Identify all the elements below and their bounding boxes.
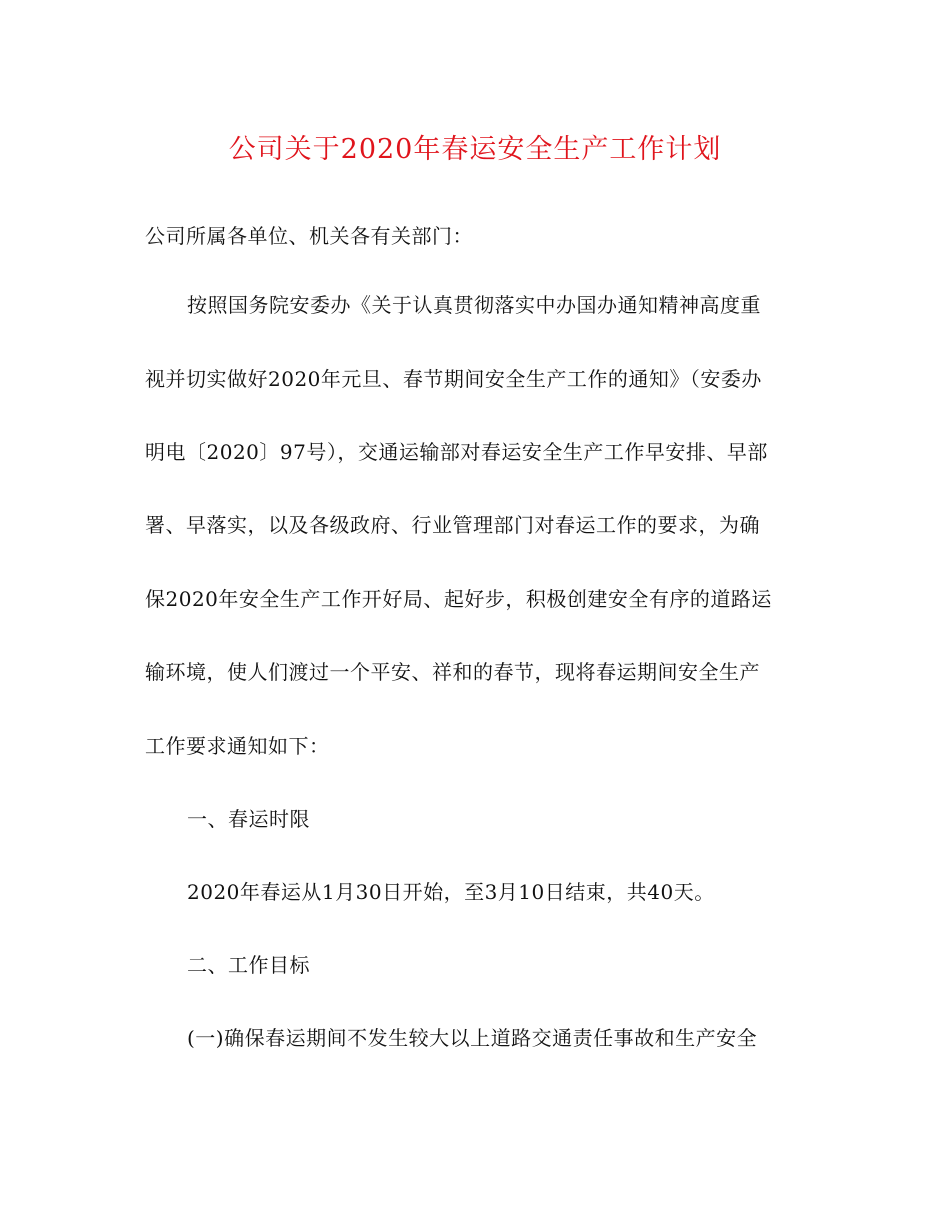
section-2-heading: 二、工作目标 (187, 953, 310, 977)
intro-line-3: 明电〔2020〕97号），交通运输部对春运安全生产工作早安排、早部 (145, 440, 768, 464)
section-2-item-1: (一)确保春运期间不发生较大以上道路交通责任事故和生产安全 (187, 1026, 758, 1050)
document-title: 公司关于2020年春运安全生产工作计划 (228, 134, 722, 165)
salutation: 公司所属各单位、机关各有关部门： (145, 224, 473, 248)
section-1-heading: 一、春运时限 (187, 807, 310, 831)
intro-line-6: 输环境，使人们渡过一个平安、祥和的春节，现将春运期间安全生产 (145, 660, 760, 684)
intro-line-2: 视并切实做好2020年元旦、春节期间安全生产工作的通知》（安委办 (145, 367, 762, 391)
intro-line-7: 工作要求通知如下： (145, 734, 330, 758)
section-1-text: 2020年春运从1月30日开始，至3月10日结束，共40天。 (187, 880, 715, 904)
intro-line-1: 按照国务院安委办《关于认真贯彻落实中办国办通知精神高度重 (187, 293, 761, 317)
intro-line-5: 保2020年安全生产工作开好局、起好步，积极创建安全有序的道路运 (145, 587, 772, 611)
intro-line-4: 署、早落实，以及各级政府、行业管理部门对春运工作的要求，为确 (145, 513, 760, 537)
